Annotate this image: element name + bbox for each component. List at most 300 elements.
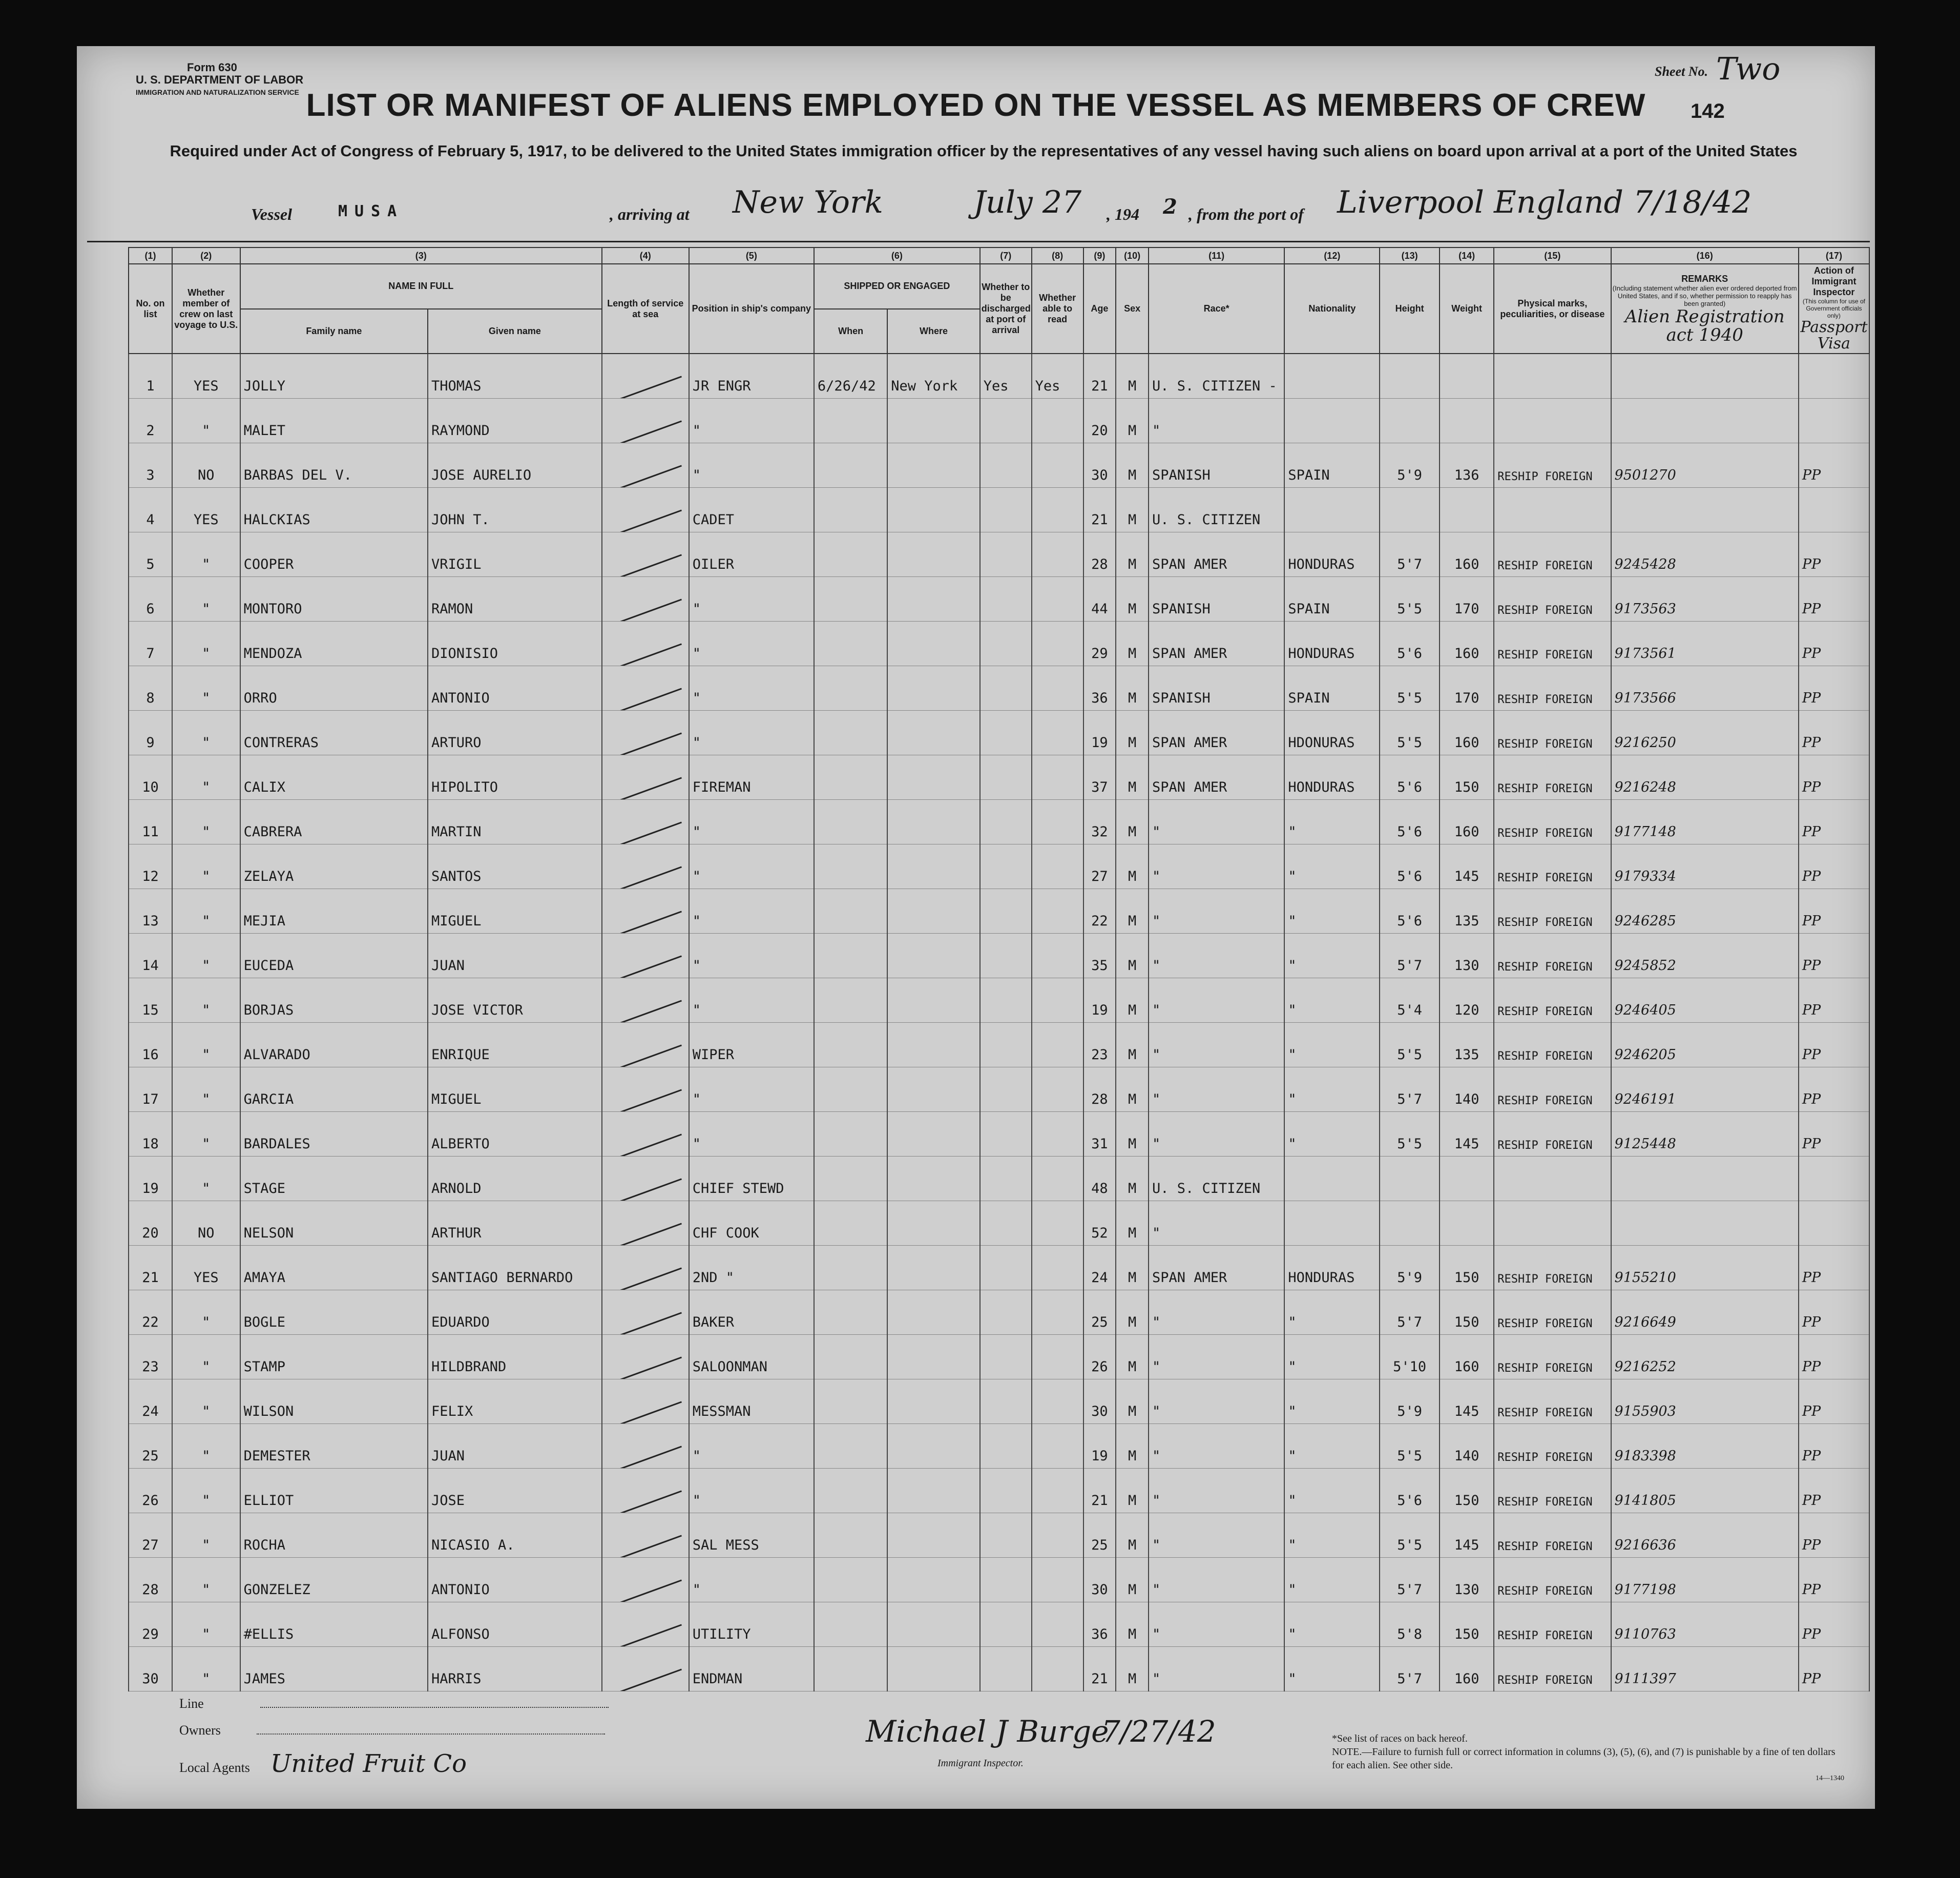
race: " (1149, 1469, 1284, 1513)
table-row (129, 1379, 1869, 1424)
table-row (129, 577, 1869, 622)
weight: 150 (1440, 1246, 1494, 1290)
physical-marks: RESHIP FOREIGN (1494, 1246, 1611, 1290)
family-name: WILSON (240, 1379, 428, 1424)
nationality: SPAIN (1284, 666, 1380, 711)
family-name: STAGE (240, 1157, 428, 1201)
height (1380, 399, 1440, 443)
shipped-where (887, 1112, 980, 1157)
col-num: (7) (980, 247, 1032, 264)
inspector-action: PP (1799, 1112, 1869, 1157)
position: WIPER (689, 1023, 814, 1067)
member-last-voyage: YES (172, 1246, 240, 1290)
sex: M (1116, 1424, 1149, 1469)
remark-number: 9177198 (1611, 1558, 1799, 1602)
note-fine: NOTE.—Failure to furnish full or correct information in columns (3), (5), (6), and (7) is punishable by a fine of ten dollars for each alien. See other side. (1332, 1746, 1836, 1771)
owners-field (257, 1733, 605, 1735)
given-name: MARTIN (428, 800, 602, 844)
col-num: (17) (1799, 247, 1869, 264)
header-action (1799, 264, 1869, 354)
pen-stroke (609, 911, 682, 933)
weight: 145 (1440, 844, 1494, 889)
shipped-where (887, 443, 980, 488)
family-name: GARCIA (240, 1067, 428, 1112)
note-races: *See list of races on back hereof. (1332, 1733, 1468, 1744)
row-number: 10 (129, 755, 172, 800)
row-number: 25 (129, 1424, 172, 1469)
physical-marks: RESHIP FOREIGN (1494, 1647, 1611, 1691)
age: 26 (1083, 1335, 1116, 1379)
remark-number: 9110763 (1611, 1602, 1799, 1647)
table-row (129, 1335, 1869, 1379)
action-title: Action of Immigrant Inspector (1811, 265, 1857, 297)
race: U. S. CITIZEN - (1149, 354, 1284, 399)
row-number: 11 (129, 800, 172, 844)
row-number: 4 (129, 488, 172, 532)
age: 25 (1083, 1513, 1116, 1558)
physical-marks: RESHIP FOREIGN (1494, 978, 1611, 1023)
family-name: CABRERA (240, 800, 428, 844)
remark-number: 9125448 (1611, 1112, 1799, 1157)
discharged (980, 1290, 1032, 1335)
footer-notes (1332, 1732, 1844, 1785)
shipped-where (887, 1379, 980, 1424)
height: 5'5 (1380, 711, 1440, 755)
height: 5'7 (1380, 1647, 1440, 1691)
race: SPAN AMER (1149, 532, 1284, 577)
weight: 160 (1440, 532, 1494, 577)
table-row (129, 443, 1869, 488)
shipped-where (887, 1067, 980, 1112)
discharged (980, 1424, 1032, 1469)
able-to-read (1032, 1469, 1083, 1513)
given-name: JOSE (428, 1469, 602, 1513)
inspector-action: PP (1799, 666, 1869, 711)
height: 5'5 (1380, 1023, 1440, 1067)
physical-marks: RESHIP FOREIGN (1494, 934, 1611, 978)
shipped-where (887, 978, 980, 1023)
nationality: " (1284, 1513, 1380, 1558)
given-name: ALFONSO (428, 1602, 602, 1647)
shipped-where (887, 1513, 980, 1558)
header-physical: Physical marks, peculiarities, or disease (1494, 264, 1611, 354)
member-last-voyage: " (172, 934, 240, 978)
weight: 150 (1440, 1469, 1494, 1513)
given-name: DIONISIO (428, 622, 602, 666)
member-last-voyage: " (172, 399, 240, 443)
col-num: (13) (1380, 247, 1440, 264)
discharged (980, 1469, 1032, 1513)
length-of-service (602, 1246, 689, 1290)
nationality: " (1284, 844, 1380, 889)
position: " (689, 1558, 814, 1602)
shipped-where (887, 577, 980, 622)
member-last-voyage: " (172, 1112, 240, 1157)
shipped-when (814, 1469, 887, 1513)
member-last-voyage: " (172, 755, 240, 800)
line-field (260, 1707, 609, 1708)
sex: M (1116, 1513, 1149, 1558)
height: 5'6 (1380, 1469, 1440, 1513)
physical-marks: RESHIP FOREIGN (1494, 1558, 1611, 1602)
race: " (1149, 1335, 1284, 1379)
shipped-when (814, 1112, 887, 1157)
length-of-service (602, 1558, 689, 1602)
pen-stroke (609, 1668, 682, 1691)
agents-label: Local Agents (179, 1760, 250, 1775)
race: SPAN AMER (1149, 1246, 1284, 1290)
position: " (689, 934, 814, 978)
position: CHIEF STEWD (689, 1157, 814, 1201)
col-num: (15) (1494, 247, 1611, 264)
inspector-action: PP (1799, 934, 1869, 978)
table-row (129, 844, 1869, 889)
physical-marks: RESHIP FOREIGN (1494, 1513, 1611, 1558)
shipped-where (887, 1469, 980, 1513)
row-number: 18 (129, 1112, 172, 1157)
given-name: ANTONIO (428, 666, 602, 711)
col-num: (10) (1116, 247, 1149, 264)
height: 5'5 (1380, 1513, 1440, 1558)
weight: 145 (1440, 1112, 1494, 1157)
race: SPANISH (1149, 577, 1284, 622)
height: 5'7 (1380, 1558, 1440, 1602)
position: " (689, 1469, 814, 1513)
discharged (980, 1246, 1032, 1290)
nationality (1284, 1157, 1380, 1201)
shipped-when (814, 1201, 887, 1246)
height (1380, 354, 1440, 399)
weight: 170 (1440, 577, 1494, 622)
able-to-read (1032, 1647, 1083, 1691)
pen-stroke (609, 1223, 682, 1245)
sex: M (1116, 889, 1149, 934)
member-last-voyage: " (172, 1647, 240, 1691)
physical-marks (1494, 399, 1611, 443)
length-of-service (602, 1647, 689, 1691)
able-to-read (1032, 844, 1083, 889)
sheet-number-label: Sheet No. (1655, 64, 1708, 79)
able-to-read (1032, 800, 1083, 844)
able-to-read (1032, 1112, 1083, 1157)
weight: 130 (1440, 934, 1494, 978)
given-name: VRIGIL (428, 532, 602, 577)
nationality: " (1284, 800, 1380, 844)
shipped-when (814, 443, 887, 488)
length-of-service (602, 1023, 689, 1067)
family-name: COOPER (240, 532, 428, 577)
row-number: 13 (129, 889, 172, 934)
position: " (689, 844, 814, 889)
age: 48 (1083, 1157, 1116, 1201)
family-name: #ELLIS (240, 1602, 428, 1647)
age: 36 (1083, 1602, 1116, 1647)
given-name: MIGUEL (428, 889, 602, 934)
age: 22 (1083, 889, 1116, 934)
sex: M (1116, 354, 1149, 399)
shipped-where (887, 1602, 980, 1647)
height: 5'5 (1380, 1424, 1440, 1469)
sex: M (1116, 1201, 1149, 1246)
position: " (689, 1067, 814, 1112)
age: 19 (1083, 711, 1116, 755)
shipped-when (814, 889, 887, 934)
able-to-read (1032, 978, 1083, 1023)
physical-marks (1494, 1201, 1611, 1246)
age: 21 (1083, 1469, 1116, 1513)
nationality: " (1284, 978, 1380, 1023)
table-row (129, 488, 1869, 532)
sex: M (1116, 443, 1149, 488)
table-row (129, 1201, 1869, 1246)
row-number: 9 (129, 711, 172, 755)
remark-number: 9177148 (1611, 800, 1799, 844)
race: " (1149, 844, 1284, 889)
manifest-sheet (77, 46, 1875, 1809)
height: 5'5 (1380, 1112, 1440, 1157)
sex: M (1116, 622, 1149, 666)
member-last-voyage: " (172, 1424, 240, 1469)
table-row (129, 666, 1869, 711)
pen-stroke (609, 509, 682, 532)
inspector-action: PP (1799, 1023, 1869, 1067)
family-name: MALET (240, 399, 428, 443)
length-of-service (602, 755, 689, 800)
sex: M (1116, 532, 1149, 577)
shipped-where (887, 889, 980, 934)
shipped-where (887, 844, 980, 889)
header-remarks (1611, 264, 1799, 354)
position: " (689, 800, 814, 844)
inspector-action (1799, 1157, 1869, 1201)
discharged (980, 399, 1032, 443)
header-family-name: Family name (240, 309, 428, 354)
family-name: ALVARADO (240, 1023, 428, 1067)
physical-marks: RESHIP FOREIGN (1494, 1023, 1611, 1067)
col-num: (3) (240, 247, 602, 264)
given-name: FELIX (428, 1379, 602, 1424)
remark-number: 9216252 (1611, 1335, 1799, 1379)
able-to-read (1032, 1379, 1083, 1424)
discharged (980, 1379, 1032, 1424)
col-num: (9) (1083, 247, 1116, 264)
pen-stroke (609, 1178, 682, 1201)
able-to-read (1032, 1424, 1083, 1469)
discharged (980, 1602, 1032, 1647)
race: " (1149, 1424, 1284, 1469)
nationality: SPAIN (1284, 443, 1380, 488)
discharged (980, 1112, 1032, 1157)
shipped-when (814, 755, 887, 800)
sex: M (1116, 1379, 1149, 1424)
nationality: " (1284, 1602, 1380, 1647)
shipped-when (814, 711, 887, 755)
race: " (1149, 1067, 1284, 1112)
sex: M (1116, 1246, 1149, 1290)
length-of-service (602, 889, 689, 934)
weight: 160 (1440, 711, 1494, 755)
pen-stroke (609, 688, 682, 710)
race: " (1149, 889, 1284, 934)
pen-stroke (609, 1490, 682, 1513)
row-number: 26 (129, 1469, 172, 1513)
member-last-voyage: YES (172, 354, 240, 399)
given-name: RAMON (428, 577, 602, 622)
column-number-row (129, 247, 1869, 264)
able-to-read (1032, 934, 1083, 978)
position: CADET (689, 488, 814, 532)
position: " (689, 443, 814, 488)
physical-marks (1494, 354, 1611, 399)
given-name: ANTONIO (428, 1558, 602, 1602)
inspector-action: PP (1799, 577, 1869, 622)
position: CHF COOK (689, 1201, 814, 1246)
length-of-service (602, 1201, 689, 1246)
table-row (129, 1513, 1869, 1558)
shipped-where (887, 1290, 980, 1335)
sex: M (1116, 1157, 1149, 1201)
member-last-voyage: " (172, 1335, 240, 1379)
table-row (129, 532, 1869, 577)
form-number: Form 630 (187, 61, 237, 74)
shipped-when (814, 1157, 887, 1201)
race: " (1149, 1201, 1284, 1246)
pen-stroke (609, 866, 682, 889)
pen-stroke (609, 821, 682, 844)
nationality: " (1284, 1558, 1380, 1602)
physical-marks: RESHIP FOREIGN (1494, 1290, 1611, 1335)
physical-marks: RESHIP FOREIGN (1494, 711, 1611, 755)
length-of-service (602, 978, 689, 1023)
row-number: 24 (129, 1379, 172, 1424)
nationality: " (1284, 1424, 1380, 1469)
row-number: 22 (129, 1290, 172, 1335)
race: " (1149, 399, 1284, 443)
position: BAKER (689, 1290, 814, 1335)
age: 21 (1083, 354, 1116, 399)
nationality: " (1284, 1023, 1380, 1067)
weight: 145 (1440, 1513, 1494, 1558)
age: 29 (1083, 622, 1116, 666)
age: 21 (1083, 1647, 1116, 1691)
inspector-action: PP (1799, 1246, 1869, 1290)
weight: 150 (1440, 1602, 1494, 1647)
remark-number: 9173563 (1611, 577, 1799, 622)
table-row (129, 1157, 1869, 1201)
physical-marks: RESHIP FOREIGN (1494, 1067, 1611, 1112)
race: SPAN AMER (1149, 711, 1284, 755)
inspector-action (1799, 354, 1869, 399)
length-of-service (602, 1379, 689, 1424)
inspector-action: PP (1799, 978, 1869, 1023)
length-of-service (602, 1112, 689, 1157)
family-name: ELLIOT (240, 1469, 428, 1513)
footer-owners (179, 1723, 609, 1749)
remark-number (1611, 1201, 1799, 1246)
height: 5'7 (1380, 1067, 1440, 1112)
col-num: (1) (129, 247, 172, 264)
age: 52 (1083, 1201, 1116, 1246)
sex: M (1116, 1558, 1149, 1602)
pen-stroke (609, 1401, 682, 1423)
inspector-action: PP (1799, 1558, 1869, 1602)
position: OILER (689, 532, 814, 577)
member-last-voyage: " (172, 1023, 240, 1067)
age: 28 (1083, 1067, 1116, 1112)
position: ENDMAN (689, 1647, 814, 1691)
row-number: 17 (129, 1067, 172, 1112)
pen-stroke (609, 1044, 682, 1067)
family-name: JAMES (240, 1647, 428, 1691)
shipped-where (887, 532, 980, 577)
pen-stroke (609, 1133, 682, 1156)
inspector-action: PP (1799, 1647, 1869, 1691)
able-to-read (1032, 1513, 1083, 1558)
pen-stroke (609, 599, 682, 621)
shipped-where (887, 934, 980, 978)
member-last-voyage: " (172, 800, 240, 844)
pen-stroke (609, 554, 682, 576)
race: SPANISH (1149, 443, 1284, 488)
able-to-read (1032, 711, 1083, 755)
col-num: (2) (172, 247, 240, 264)
race: " (1149, 1112, 1284, 1157)
age: 27 (1083, 844, 1116, 889)
weight (1440, 1157, 1494, 1201)
remark-number: 9246205 (1611, 1023, 1799, 1067)
family-name: STAMP (240, 1335, 428, 1379)
discharged (980, 488, 1032, 532)
length-of-service (602, 1469, 689, 1513)
agents-value: United Fruit Co (270, 1749, 467, 1778)
member-last-voyage: " (172, 1558, 240, 1602)
discharged (980, 666, 1032, 711)
member-last-voyage: " (172, 622, 240, 666)
age: 35 (1083, 934, 1116, 978)
weight (1440, 488, 1494, 532)
nationality: " (1284, 934, 1380, 978)
nationality: " (1284, 1067, 1380, 1112)
discharged: Yes (980, 354, 1032, 399)
weight: 136 (1440, 443, 1494, 488)
able-to-read (1032, 443, 1083, 488)
position: " (689, 1424, 814, 1469)
shipped-when (814, 1424, 887, 1469)
header-race: Race* (1149, 264, 1284, 354)
table-row (129, 1647, 1869, 1691)
row-number: 12 (129, 844, 172, 889)
weight: 160 (1440, 800, 1494, 844)
inspector-action: PP (1799, 532, 1869, 577)
position: " (689, 577, 814, 622)
family-name: GONZELEZ (240, 1558, 428, 1602)
member-last-voyage: NO (172, 1201, 240, 1246)
length-of-service (602, 1157, 689, 1201)
col-num: (11) (1149, 247, 1284, 264)
age: 23 (1083, 1023, 1116, 1067)
inspector-action: PP (1799, 844, 1869, 889)
shipped-where (887, 1157, 980, 1201)
table-row (129, 889, 1869, 934)
shipped-where: New York (887, 354, 980, 399)
remark-number: 9246191 (1611, 1067, 1799, 1112)
inspector-action (1799, 488, 1869, 532)
weight: 130 (1440, 1558, 1494, 1602)
table-row (129, 1602, 1869, 1647)
row-number: 19 (129, 1157, 172, 1201)
pen-stroke (609, 376, 682, 398)
inspector-action: PP (1799, 1424, 1869, 1469)
